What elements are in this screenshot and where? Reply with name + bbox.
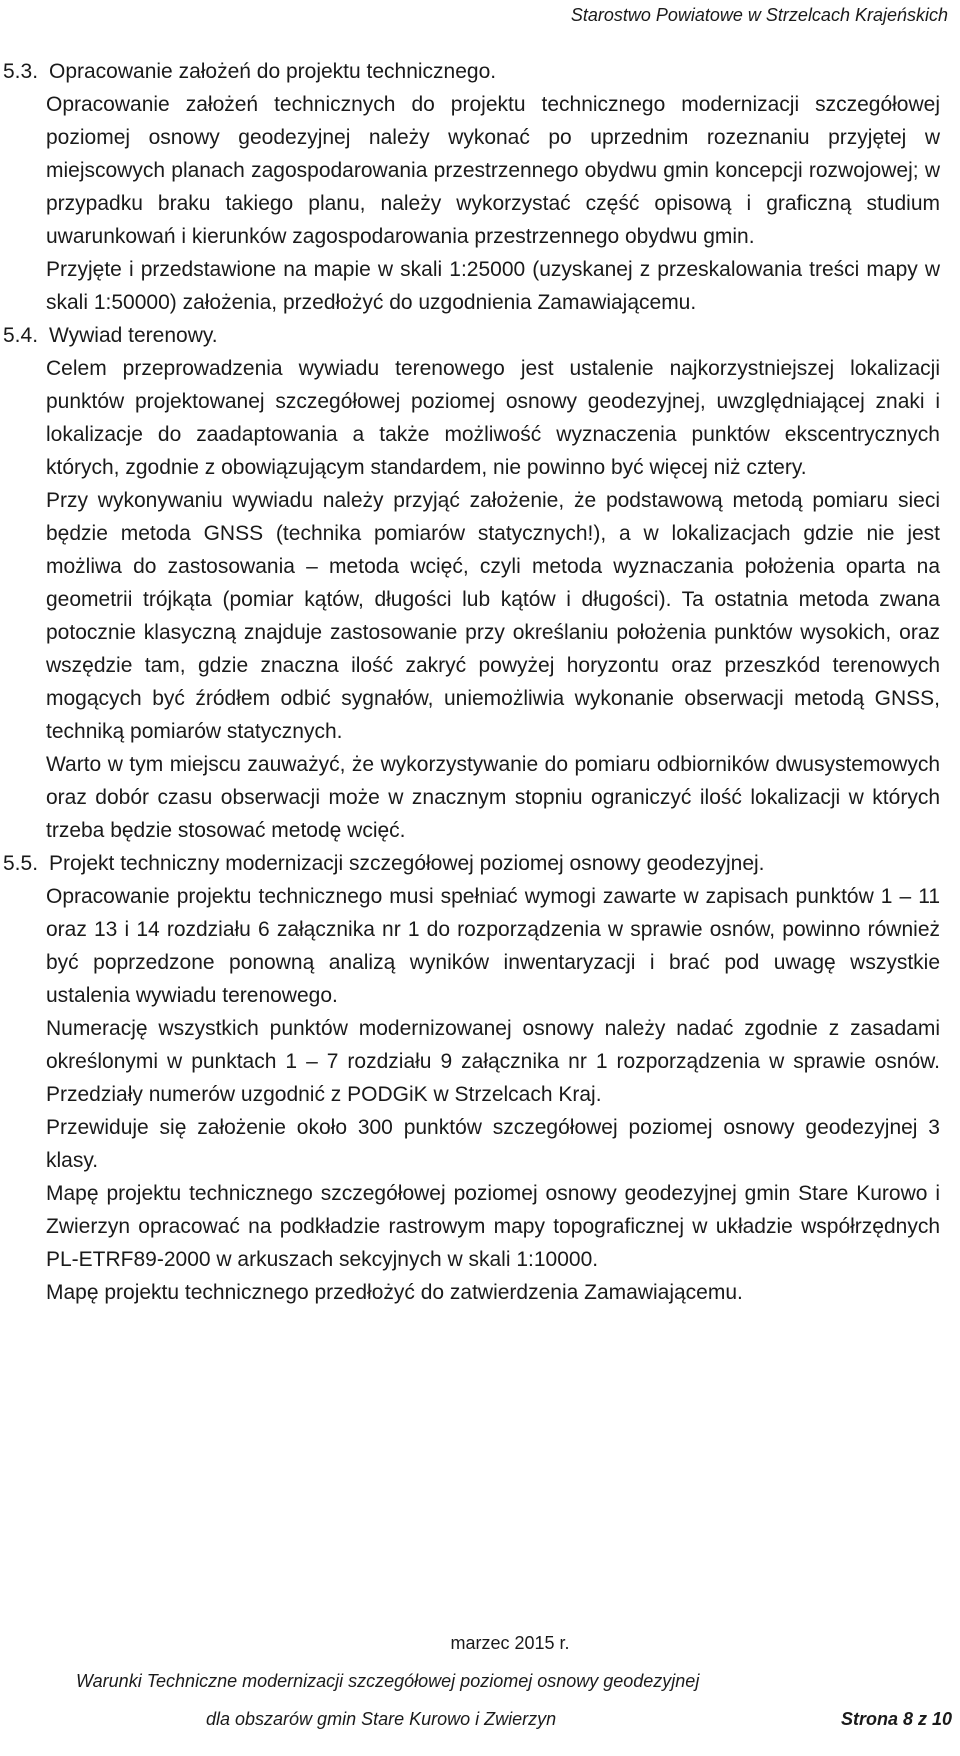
section-title: Projekt techniczny modernizacji szczegółowej poziomej osnowy geodezyjnej. [49, 852, 765, 875]
footer-date: marzec 2015 r. [450, 1633, 570, 1653]
page-header [0, 2, 960, 28]
paragraph: Mapę projektu technicznego szczegółowej poziomej osnowy geodezyjnej gmin Stare Kurowo i Zwierzyn opracować na podkładzie rastrowym mapy topograficznej w układzie współrzędnych PL-ETRF89-2000 w arkuszach sekcyjnych w skali 1:10000. [46, 1182, 940, 1271]
paragraph: Mapę projektu technicznego przedłożyć do zatwierdzenia Zamawiającemu. [46, 1281, 743, 1304]
page-footer [0, 1624, 960, 1738]
paragraph: Przewiduje się założenie około 300 punktów szczegółowej poziomej osnowy geodezyjnej 3 klasy. [46, 1116, 940, 1172]
paragraph: Przyjęte i przedstawione na mapie w skali 1:25000 (uzyskanej z przeskalowania treści mapy w skali 1:50000) założenia, przedłożyć do uzgodnienia Zamawiającemu. [46, 258, 940, 314]
page-content [0, 55, 960, 1309]
section-heading-5-3 [0, 55, 960, 88]
footer-bottom-line [0, 1700, 960, 1738]
paragraph: Opracowanie założeń technicznych do projektu technicznego modernizacji szczegółowej poziomej osnowy geodezyjnej należy wykonać po uprzednim rozeznaniu przyjętej w miejscowych planach zagospodarowania przestrzennego obydwu gmin koncepcji rozwojowej; w przypadku braku takiego planu, należy wykorzystać część opisową i graficzną studium uwarunkowań i kierunków zagospodarowania przestrzennego obydwu gmin. [46, 93, 940, 248]
paragraph: Przy wykonywaniu wywiadu należy przyjąć założenie, że podstawową metodą pomiaru sieci będzie metoda GNSS (technika pomiarów statycznych!), a w lokalizacjach gdzie nie jest możliwa do zastosowania – metoda wcięć, czyli metoda wyznaczania położenia oparta na geometrii trójkąta (pomiar kątów, długości lub kątów i długości). Ta ostatnia metoda zwana potocznie klasyczną znajduje zastosowanie przy określaniu położenia punktów wysokich, oraz wszędzie tam, gdzie znaczna ilość zakryć powyżej horyzontu oraz przeszkód terenowych mogących być źródłem odbić sygnałów, uniemożliwia wykonanie obserwacji metodą GNSS, techniką pomiarów statycznych. [46, 489, 940, 743]
paragraph: Numerację wszystkich punktów modernizowanej osnowy należy nadać zgodnie z zasadami określonymi w punktach 1 – 7 rozdziału 9 załącznika nr 1 rozporządzenia w sprawie osnów. Przedziały numerów uzgodnić z PODGiK w Strzelcach Kraj. [46, 1017, 940, 1106]
section-title: Opracowanie założeń do projektu technicznego. [49, 60, 497, 83]
footer-doc-title: Warunki Techniczne modernizacji szczegółowej poziomej osnowy geodezyjnej [76, 1671, 700, 1691]
section-number: 5.3. [3, 60, 39, 83]
paragraph: Opracowanie projektu technicznego musi spełniać wymogi zawarte w zapisach punktów 1 – 11 oraz 13 i 14 rozdziału 6 załącznika nr 1 do rozporządzenia w sprawie osnów, powinno również być poprzedzone ponowną analizą wyników inwentaryzacji i brać pod uwagę wszystkie ustalenia wywiadu terenowego. [46, 885, 940, 1007]
paragraph: Celem przeprowadzenia wywiadu terenowego jest ustalenie najkorzystniejszej lokalizacji punktów projektowanej szczegółowej poziomej osnowy geodezyjnej, uwzględniającej znaki i lokalizacje do zaadaptowania a także możliwość wyznaczenia punktów ekscentrycznych których, zgodnie z obowiązującym standardem, nie powinno być więcej niż cztery. [46, 357, 940, 479]
section-title: Wywiad terenowy. [49, 324, 218, 347]
paragraph: Warto w tym miejscu zauważyć, że wykorzystywanie do pomiaru odbiorników dwusystemowych oraz dobór czasu obserwacji może w znacznym stopniu ograniczyć ilość lokalizacji w których trzeba będzie stosować metodę wcięć. [46, 753, 940, 842]
section-number: 5.5. [3, 852, 39, 875]
header-office: Starostwo Powiatowe w Strzelcach Krajeńskich [570, 5, 948, 25]
page-number: Strona 8 z 10 [840, 1709, 952, 1729]
footer-scope: dla obszarów gmin Stare Kurowo i Zwierzyn [206, 1709, 557, 1729]
section-heading-5-4 [0, 319, 960, 352]
section-number: 5.4. [3, 324, 39, 347]
section-heading-5-5 [0, 847, 960, 880]
